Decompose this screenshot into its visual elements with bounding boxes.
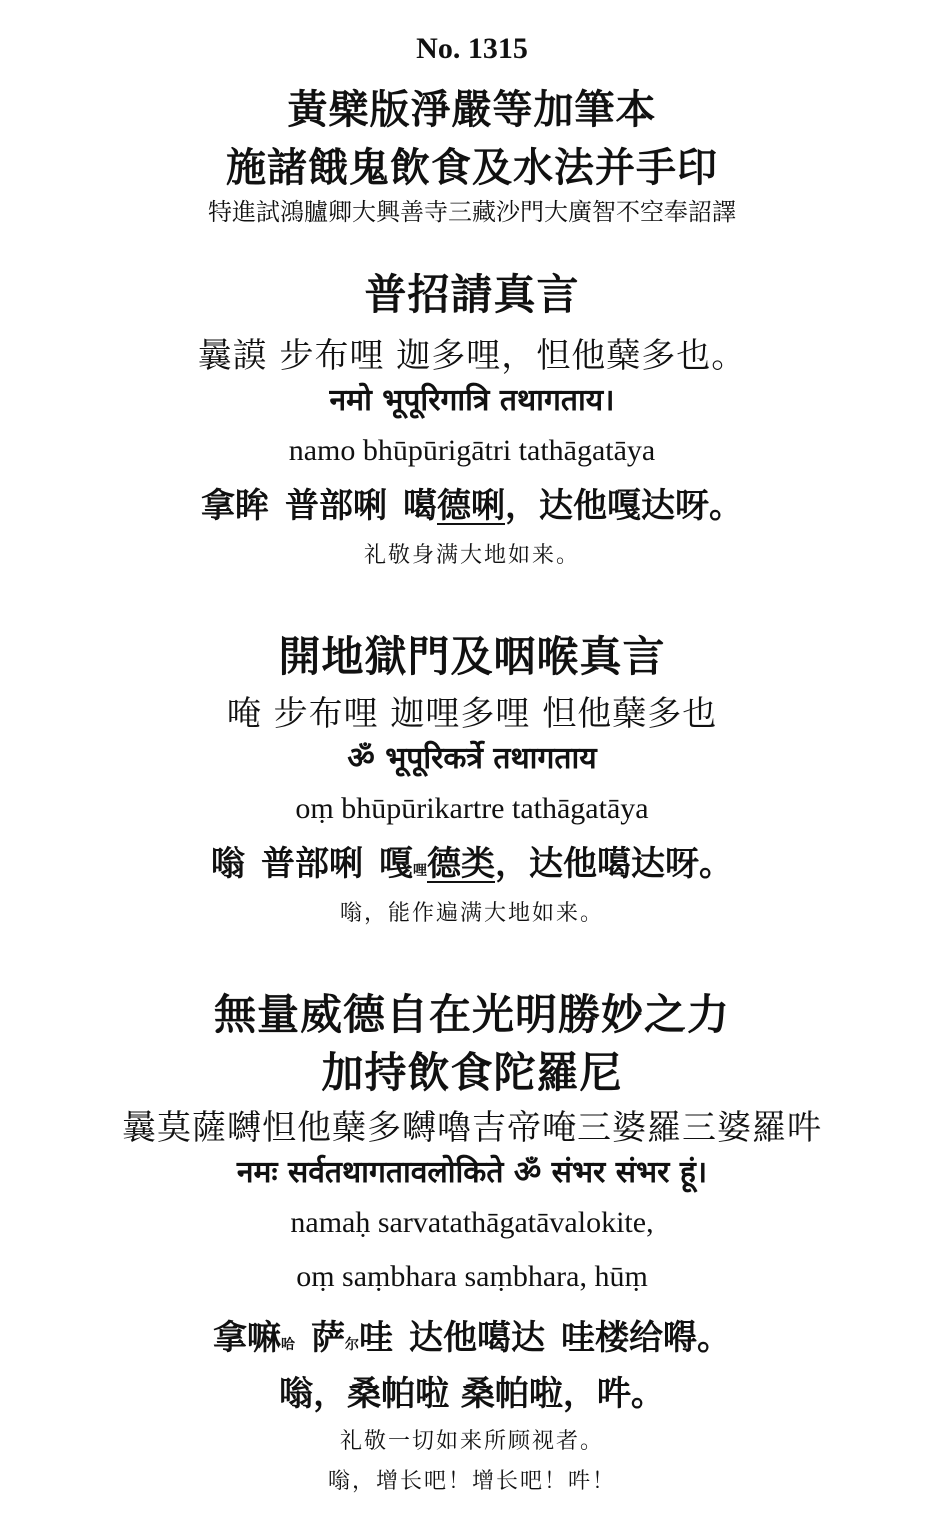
document-number: No. 1315: [416, 32, 528, 65]
section-3-phonetic-line2: 嗡，桑帕啦 桑帕啦，吽。: [279, 1374, 665, 1414]
section-3-romanized-line2: oṃ saṃbhara saṃbhara, hūṃ: [296, 1260, 648, 1293]
phonetic-part: 哇楼给嘚。: [561, 1318, 731, 1358]
section-3-heading-line2: 加持飲食陀羅尼: [321, 1048, 623, 1097]
section-2-phonetic: [0, 836, 944, 885]
section-3-devanagari: नमः सर्वतथागतावलोकिते ॐ संभर संभर हूं।: [236, 1155, 708, 1190]
section-3-romanized-line1: namaḥ sarvatathāgatāvalokite,: [290, 1206, 654, 1239]
phonetic-part: 达他噶达: [409, 1318, 545, 1358]
phonetic-part: 普部唎: [285, 486, 387, 526]
section-3-chinese-transliteration: 曩莫薩嚩怛他蘖多嚩嚕吉帝唵三婆羅三婆羅吽: [122, 1108, 822, 1148]
translator-credit: 特進試鴻臚卿大興善寺三藏沙門大廣智不空奉詔譯: [208, 198, 736, 226]
section-2-meaning: 嗡，能作遍满大地如来。: [339, 901, 604, 926]
phonetic-part: 嘎: [379, 844, 413, 884]
phonetic-underlined-part: 德唎: [437, 486, 505, 526]
section-2-devanagari: ॐ भूपूरिकर्त्रे तथागताय: [347, 741, 597, 776]
phonetic-part: 噶: [403, 486, 437, 526]
section-1-devanagari: नमो भूपूरिगात्रि तथागताय।: [329, 383, 615, 418]
section-2-romanized: oṃ bhūpūrikartre tathāgatāya: [295, 792, 649, 825]
section-2-chinese-transliteration: 唵 步布哩 迦哩多哩 怛他蘖多也: [226, 694, 718, 734]
phonetic-underlined-part: 德类: [427, 844, 495, 884]
section-1-romanized: namo bhūpūrigātri tathāgatāya: [288, 434, 656, 467]
phonetic-small-part: 尔: [345, 1337, 359, 1353]
document-title-line1: 黃檗版淨嚴等加筆本: [287, 86, 657, 133]
phonetic-part: 哇: [359, 1318, 393, 1358]
section-3-heading-line1: 無量威德自在光明勝妙之力: [213, 990, 730, 1039]
document-title-line2: 施諸餓鬼飲食及水法并手印: [226, 144, 718, 191]
phonetic-part: 嗡: [211, 844, 245, 884]
phonetic-part: 普部唎: [261, 844, 363, 884]
section-1-heading: 普招請真言: [364, 270, 580, 319]
section-3-phonetic-line1: [0, 1310, 944, 1359]
phonetic-part: 拿嘛: [213, 1318, 281, 1358]
phonetic-part: ，达他噶达呀。: [495, 844, 733, 884]
section-1-chinese-transliteration: 曩謨 步布哩 迦多哩，怛他蘖多也。: [197, 336, 747, 376]
section-3-meaning-line1: 礼敬一切如来所顾视者。: [339, 1429, 604, 1454]
phonetic-part: 萨: [311, 1318, 345, 1358]
phonetic-part: ，达他嘎达呀。: [505, 486, 743, 526]
section-3-meaning-line2: 嗡，增长吧！增长吧！吽！: [327, 1469, 616, 1494]
phonetic-part: 拿眸: [201, 486, 269, 526]
section-1-phonetic: [0, 478, 944, 527]
phonetic-small-part: 哈: [281, 1337, 295, 1353]
section-1-meaning: 礼敬身满大地如来。: [363, 543, 580, 568]
phonetic-small-part: 哩: [413, 863, 427, 879]
section-2-heading: 開地獄門及咽喉真言: [278, 632, 666, 681]
